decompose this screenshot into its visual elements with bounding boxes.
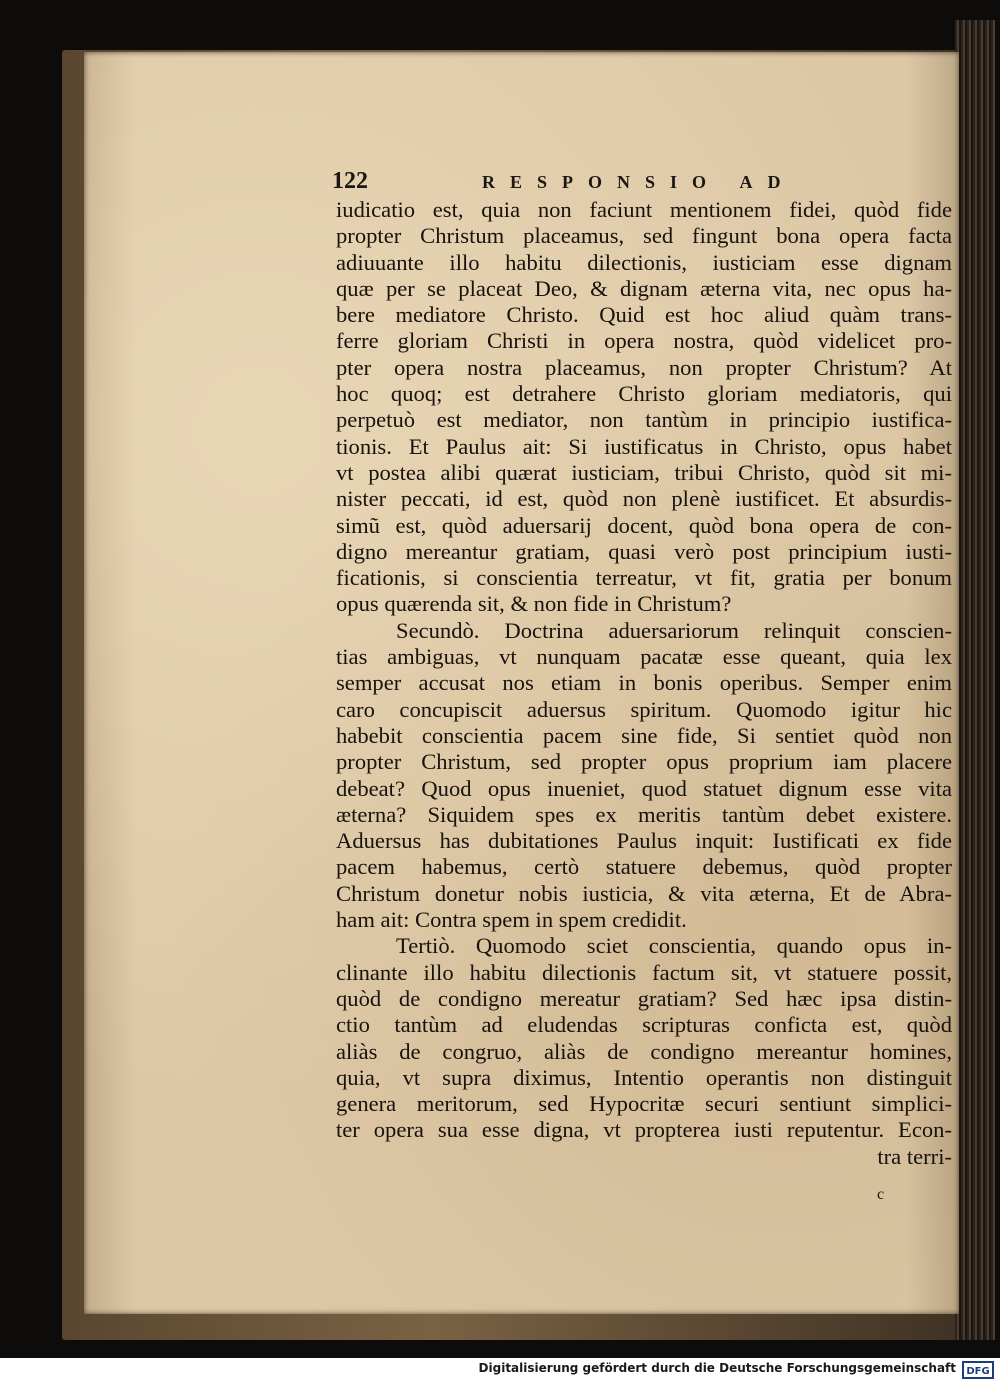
text-line: caro concupiscit aduersus spiritum. Quomodo igitur hic [336,696,952,722]
text-line: semper accusat nos etiam in bonis operibus. Semper enim [336,670,952,696]
dfg-logo: DFG [962,1361,994,1379]
text-line: aliàs de congruo, aliàs de condigno mereantur homines, [336,1038,952,1064]
text-line: quòd de condigno mereatur gratiam? Sed hæc ipsa distin- [336,985,952,1011]
text-line: ferre gloriam Christi in opera nostra, quòd videlicet pro- [336,328,952,354]
text-line: tionis. Et Paulus ait: Si iustificatus in Christo, opus habet [336,433,952,459]
text-line: vt postea alibi quærat iusticiam, tribui Christo, quòd sit mi- [336,459,952,485]
text-line: ham ait: Contra spem in spem credidit. [336,907,687,933]
text-line: propter Christum placeamus, sed fingunt bona opera facta [336,223,952,249]
text-line: quia, vt supra diximus, Intentio operantis non distinguit [336,1064,952,1090]
text-line: debeat? Quod opus inueniet, quod statuet dignum esse vita [336,775,952,801]
funding-credit: Digitalisierung gefördert durch die Deutsche Forschungsgemeinschaft [478,1361,956,1375]
text-line: æterna? Siquidem spes ex meritis tantùm debet existere. [336,801,952,827]
text-line: clinante illo habitu dilectionis factum sit, vt statuere possit, [336,959,952,985]
running-title: RESPONSIO AD [482,172,796,192]
body-text [336,197,952,1170]
text-line: propter Christum, sed propter opus proprium iam placere [336,749,952,775]
footer-bar [0,1358,1000,1384]
text-line: tias ambiguas, vt nunquam pacatæ esse queant, quia lex [336,644,952,670]
text-line: Christum donetur nobis iusticia, & vita æterna, Et de Abra- [336,880,952,906]
text-line: iudicatio est, quia non faciunt mentionem fidei, quòd fide [336,197,952,222]
text-line: ctio tantùm ad eludendas scripturas conficta est, quòd [336,1012,952,1038]
page-header [332,168,852,198]
book-fore-edge [955,20,995,1340]
text-line: simũ est, quòd aduersarij docent, quòd bona opera de con- [336,512,952,538]
text-line: habebit conscientia pacem sine fide, Si sentiet quòd non [336,722,952,748]
text-line: genera meritorum, sed Hypocritæ securi sentiunt simplici- [336,1091,952,1117]
text-line: hoc quoq; est detrahere Christo gloriam mediatoris, qui [336,381,952,407]
text-line: Aduersus has dubitationes Paulus inquit: Iustificati ex fide [336,828,952,854]
text-line: adiuuante illo habitu dilectionis, iusticiam esse dignam [336,249,952,275]
catchword: tra terri- [877,1143,952,1169]
paragraph-start-line: Tertiò. Quomodo sciet conscientia, quando opus in- [396,933,952,959]
text-line: perpetuò est mediator, non tantùm in principio iustifica- [336,407,952,433]
text-line: pter opera nostra placeamus, non propter Christum? At [336,354,952,380]
paragraph-start-line: Secundò. Doctrina aduersariorum relinquit conscien- [396,617,952,643]
text-line: digno mereantur gratiam, quasi verò post principium iusti- [336,538,952,564]
page-number: 122 [332,168,368,194]
text-line: bere mediatore Christo. Quid est hoc aliud quàm trans- [336,302,952,328]
text-line: ficationis, si conscientia terreatur, vt fit, gratia per bonum [336,565,952,591]
signature-mark: c [877,1186,885,1203]
text-line: pacem habemus, certò statuere debemus, quòd propter [336,854,952,880]
text-line: opus quærenda sit, & non fide in Christum? [336,591,732,617]
text-line: ter opera sua esse digna, vt propterea iusti reputentur. Econ- [336,1117,952,1143]
text-line: nister peccati, id est, quòd non plenè iustificet. Et absurdis- [336,486,952,512]
text-line: quæ per se placeat Deo, & dignam æterna vita, nec opus ha- [336,275,952,301]
